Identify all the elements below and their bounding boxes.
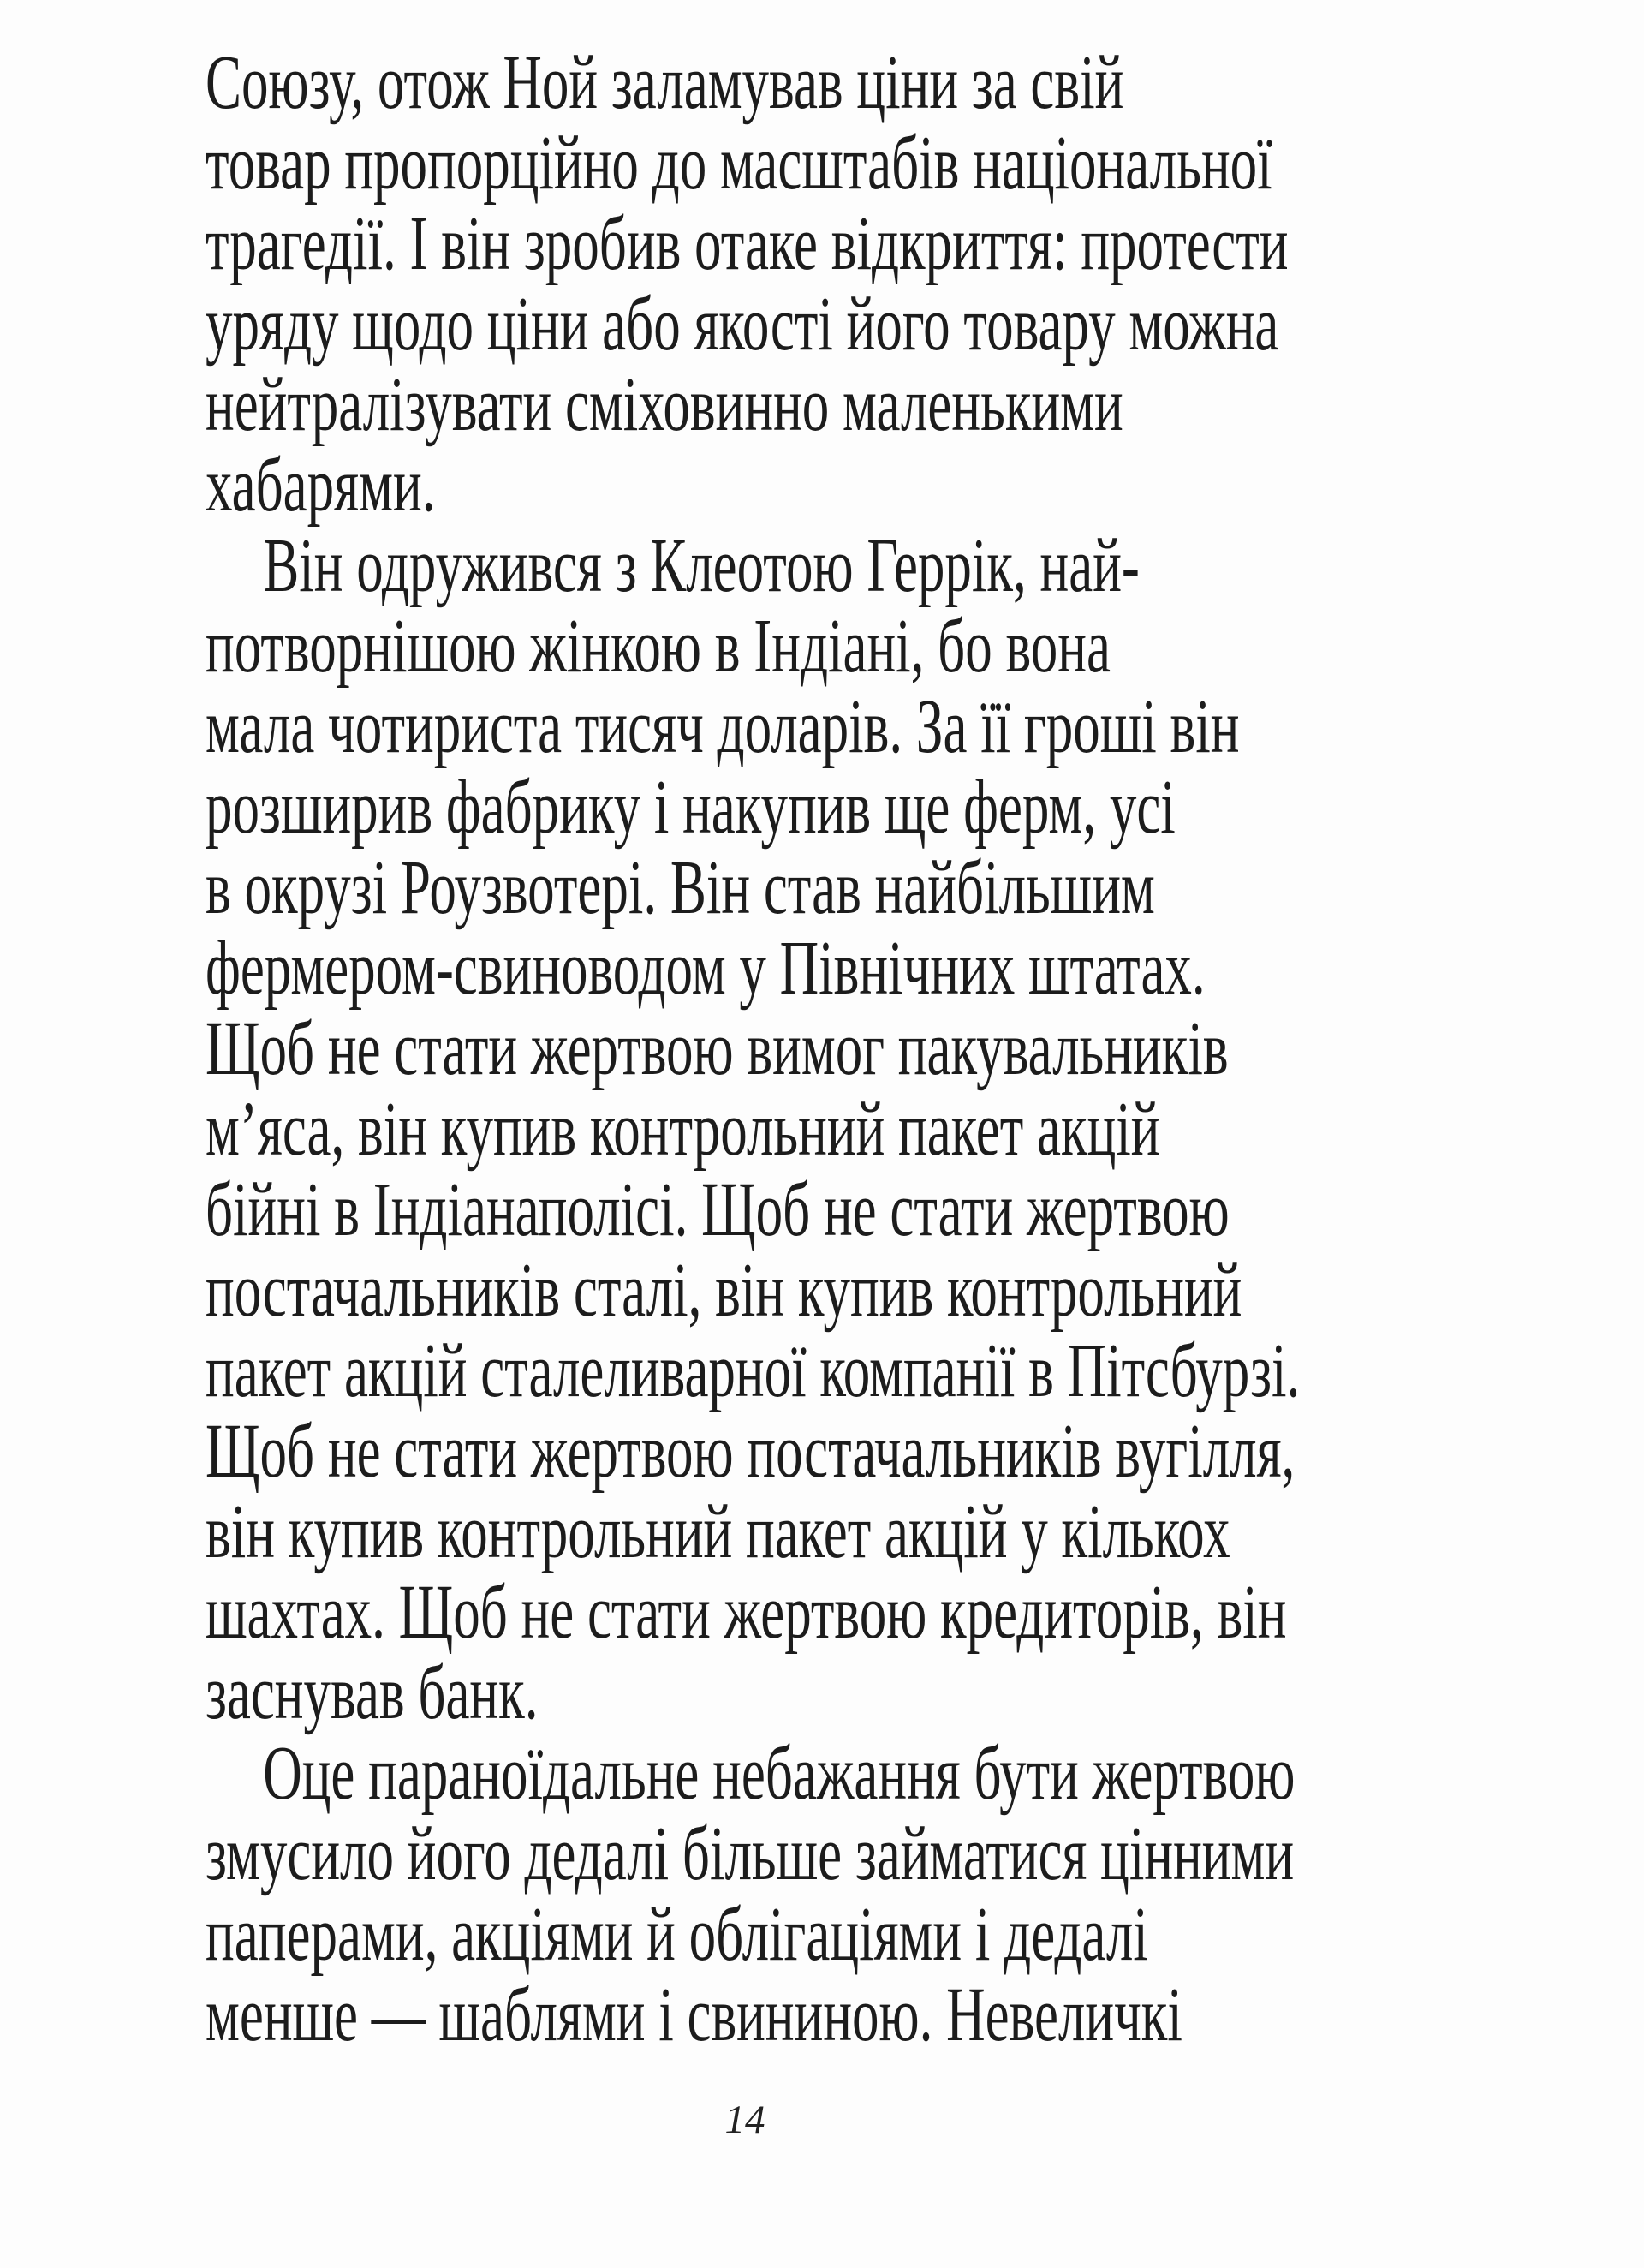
text-line: фермером-свиноводом у Північних штатах.: [206, 926, 1206, 1011]
text-line: товар пропорційно до масштабів національної: [206, 121, 1272, 206]
text-line: розширив фабрику і накупив ще ферм, усі: [206, 765, 1176, 850]
text-line-paragraph-start: Оце параноїдальне небажання бути жертвою: [263, 1731, 1296, 1816]
text-line-paragraph-start: Він одружився з Клеотою Геррік, най-: [263, 523, 1140, 608]
text-line: трагедії. І він зробив отаке відкриття: протести: [206, 201, 1289, 286]
text-line: Щоб не стати жертвою вимог пакувальників: [206, 1006, 1229, 1091]
text-line: Щоб не стати жертвою постачальників вугілля,: [206, 1409, 1296, 1494]
text-line: змусило його дедалі більше займатися цінними: [206, 1811, 1295, 1896]
text-line: менше — шаблями і свининою. Невеличкі: [206, 1973, 1182, 2057]
body-text: [206, 40, 1494, 2057]
text-line: шахтах. Щоб не стати жертвою кредиторів, він: [206, 1570, 1287, 1655]
text-line: потворнішою жінкою в Індіані, бо вона: [206, 604, 1111, 689]
text-line: хабарями.: [206, 443, 436, 528]
text-line: нейтралізувати сміховинно маленькими: [206, 362, 1123, 447]
text-line: заснував банк.: [206, 1650, 539, 1735]
text-line: уряду щодо ціни або якості його товару можна: [206, 282, 1279, 367]
page-number: 14: [724, 2098, 765, 2142]
text-line: бійні в Індіанаполісі. Щоб не стати жертвою: [206, 1167, 1230, 1252]
text-line: постачальників сталі, він купив контрольний: [206, 1248, 1242, 1333]
text-line: м’яса, він купив контрольний пакет акцій: [206, 1087, 1160, 1172]
text-line: паперами, акціями й облігаціями і дедалі: [206, 1892, 1148, 1977]
text-line: Союзу, отож Ной заламував ціни за свій: [206, 40, 1124, 125]
text-line: в окрузі Роузвотері. Він став найбільшим: [206, 845, 1155, 930]
text-line: мала чотириста тисяч доларів. За її гроші він: [206, 684, 1240, 769]
text-line: пакет акцій сталеливарної компанії в Пітсбурзі.: [206, 1328, 1301, 1413]
text-line: він купив контрольний пакет акцій у кількох: [206, 1489, 1230, 1574]
